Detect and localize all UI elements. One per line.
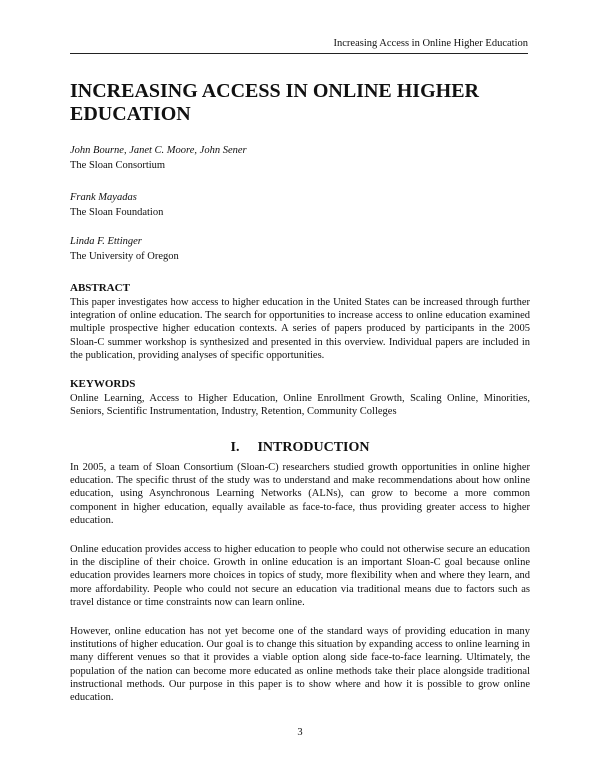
intro-paragraph-3: However, online education has not yet become one of the standard ways of providing education in many institutions of higher education. Our goal is to change this situation by expanding access to online learning in many different venues so that it provides a viable option along side face-to-face learning. Ultimately, the population of the nation can become more educated as online methods take their place alongside traditional instructional methods. Our purpose in this paper is to show where and how it is possible to grow online education. [70,626,530,704]
abstract-heading: ABSTRACT [70,282,130,294]
abstract-text: This paper investigates how access to higher education in the United States can be increased through further integration of online education. The search for opportunities to increase access to online education examined multiple prospective higher education contexts. A series of papers produced by participants in the 2005 Sloan-C summer workshop is synthesized and presented in this overview. Individual papers are included in the publication, providing analyses of specific opportunities. [70,297,530,361]
author-names: Frank Mayadas [70,192,137,203]
author-institution: The University of Oregon [70,251,179,262]
intro-paragraph-2: Online education provides access to higher education to people who could not otherwise secure an education in the discipline of their choice. Growth in online education is an important Sloan-C goal because online education provides learners more choices in topics of study, more flexibility when and where they learn, and more affordability. People who could not secure an education via traditional means due to factors such as travel distance or time constraints now can learn online. [70,544,530,608]
introduction-heading [70,440,530,456]
author-institution: The Sloan Consortium [70,160,166,171]
page-number: 3 [297,727,303,738]
intro-paragraph-1: In 2005, a team of Sloan Consortium (Sloan-C) researchers studied growth opportunities in online higher education. The specific thrust of the study was to understand and make recommendations about how online education, using Asynchronous Learning Networks (ALNs), can grow to become a more common component in higher education, equally available as face-to-face, thus providing greater access to higher education. [70,462,530,526]
title-line-2: EDUCATION [70,103,191,125]
author-block-3 [70,234,530,264]
author-names: John Bourne, Janet C. Moore, John Sener [70,145,247,156]
keywords-heading: KEYWORDS [70,378,136,390]
keywords-text: Online Learning, Access to Higher Education, Online Enrollment Growth, Scaling Online, Minorities, Seniors, Scientific Instrumentation, Industry, Retention, Community Colleges [70,393,530,418]
running-header: Increasing Access in Online Higher Education [70,38,528,54]
section-number: I. [230,440,240,455]
author-block-1 [70,143,530,173]
author-institution: The Sloan Foundation [70,207,164,218]
author-names: Linda F. Ettinger [70,236,142,247]
paper-title [70,80,520,126]
section-title: INTRODUCTION [257,440,370,455]
title-line-1: INCREASING ACCESS IN ONLINE HIGHER [70,80,479,102]
author-block-2 [70,190,530,220]
